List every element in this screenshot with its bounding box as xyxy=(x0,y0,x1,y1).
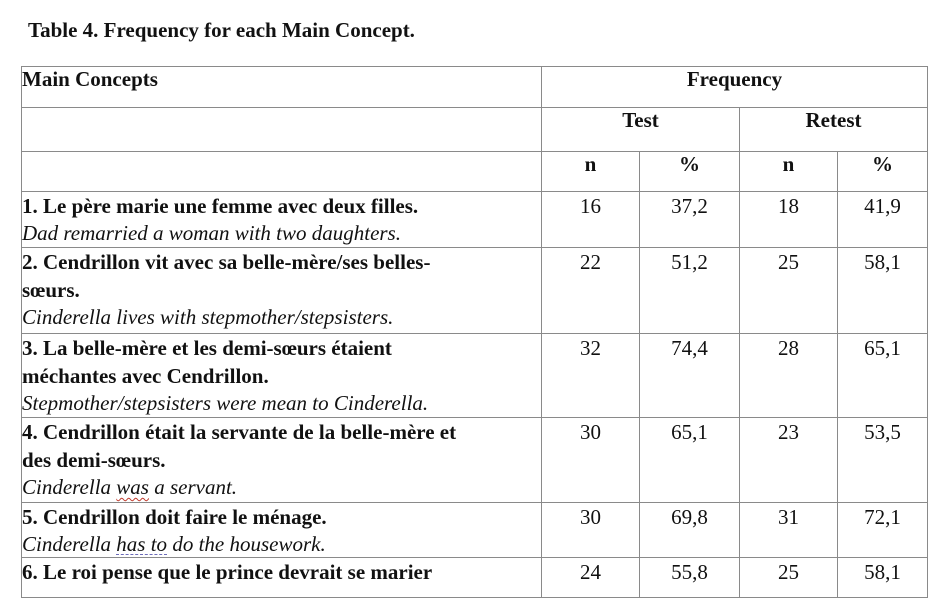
retest-percent-cell: 41,9 xyxy=(838,192,928,248)
retest-percent-cell: 53,5 xyxy=(838,418,928,503)
retest-n-cell: 28 xyxy=(740,334,838,418)
test-n-cell: 24 xyxy=(542,558,640,598)
test-n-cell: 22 xyxy=(542,248,640,334)
test-n-cell: 30 xyxy=(542,418,640,503)
retest-n-cell: 31 xyxy=(740,503,838,558)
retest-percent-cell: 58,1 xyxy=(838,558,928,598)
test-n-cell: 16 xyxy=(542,192,640,248)
concept-english: Dad remarried a woman with two daughters. xyxy=(22,221,401,245)
concept-english: Cinderella lives with stepmother/stepsisters. xyxy=(22,305,394,329)
test-percent-cell: 55,8 xyxy=(640,558,740,598)
test-header: Test xyxy=(542,108,740,152)
concept-french-line1: 2. Cendrillon vit avec sa belle-mère/ses belles- xyxy=(22,250,431,274)
concept-english: Cinderella has to do the housework. xyxy=(22,532,326,556)
test-n-cell: 30 xyxy=(542,503,640,558)
concept-french-line1: 3. La belle-mère et les demi-sœurs étaient xyxy=(22,336,392,360)
concept-french: 5. Cendrillon doit faire le ménage. xyxy=(22,505,327,529)
grammar-marked-phrase: has to xyxy=(116,532,168,556)
concept-cell xyxy=(22,558,542,598)
concept-english: Cinderella was a servant. xyxy=(22,475,238,499)
concept-french: 1. Le père marie une femme avec deux filles. xyxy=(22,194,419,218)
header-row-middle xyxy=(22,108,928,152)
concept-french-line2: des demi-sœurs. xyxy=(22,448,166,472)
table-row xyxy=(22,418,928,503)
frequency-table xyxy=(21,66,928,598)
frequency-header: Frequency xyxy=(542,67,928,108)
concept-cell xyxy=(22,334,542,418)
test-percent-header: % xyxy=(640,152,740,192)
header-row-top xyxy=(22,67,928,108)
retest-n-cell: 25 xyxy=(740,248,838,334)
retest-n-cell: 18 xyxy=(740,192,838,248)
table-row xyxy=(22,558,928,598)
table-caption: Table 4. Frequency for each Main Concept. xyxy=(28,18,415,42)
concept-french-line2: méchantes avec Cendrillon. xyxy=(22,364,269,388)
test-n-header: n xyxy=(542,152,640,192)
test-percent-cell: 37,2 xyxy=(640,192,740,248)
retest-percent-header: % xyxy=(838,152,928,192)
test-percent-cell: 65,1 xyxy=(640,418,740,503)
retest-n-header: n xyxy=(740,152,838,192)
test-n-cell: 32 xyxy=(542,334,640,418)
test-percent-cell: 74,4 xyxy=(640,334,740,418)
table-row xyxy=(22,334,928,418)
retest-n-cell: 25 xyxy=(740,558,838,598)
header-row-bottom xyxy=(22,152,928,192)
concept-cell xyxy=(22,248,542,334)
retest-percent-cell: 58,1 xyxy=(838,248,928,334)
spellcheck-marked-word: was xyxy=(116,475,149,499)
empty-header-cell xyxy=(22,152,542,192)
test-percent-cell: 69,8 xyxy=(640,503,740,558)
concept-french-line1: 4. Cendrillon était la servante de la belle-mère et xyxy=(22,420,457,444)
test-percent-cell: 51,2 xyxy=(640,248,740,334)
retest-n-cell: 23 xyxy=(740,418,838,503)
concept-cell xyxy=(22,503,542,558)
empty-header-cell xyxy=(22,108,542,152)
retest-percent-cell: 65,1 xyxy=(838,334,928,418)
table-row xyxy=(22,503,928,558)
concept-cell xyxy=(22,418,542,503)
concept-french-line2: sœurs. xyxy=(22,278,80,302)
table-row xyxy=(22,192,928,248)
table-row xyxy=(22,248,928,334)
retest-header: Retest xyxy=(740,108,928,152)
concept-cell xyxy=(22,192,542,248)
concept-french: 6. Le roi pense que le prince devrait se marier xyxy=(22,560,433,584)
retest-percent-cell: 72,1 xyxy=(838,503,928,558)
concept-english: Stepmother/stepsisters were mean to Cinderella. xyxy=(22,391,429,415)
main-concepts-header: Main Concepts xyxy=(22,67,542,108)
